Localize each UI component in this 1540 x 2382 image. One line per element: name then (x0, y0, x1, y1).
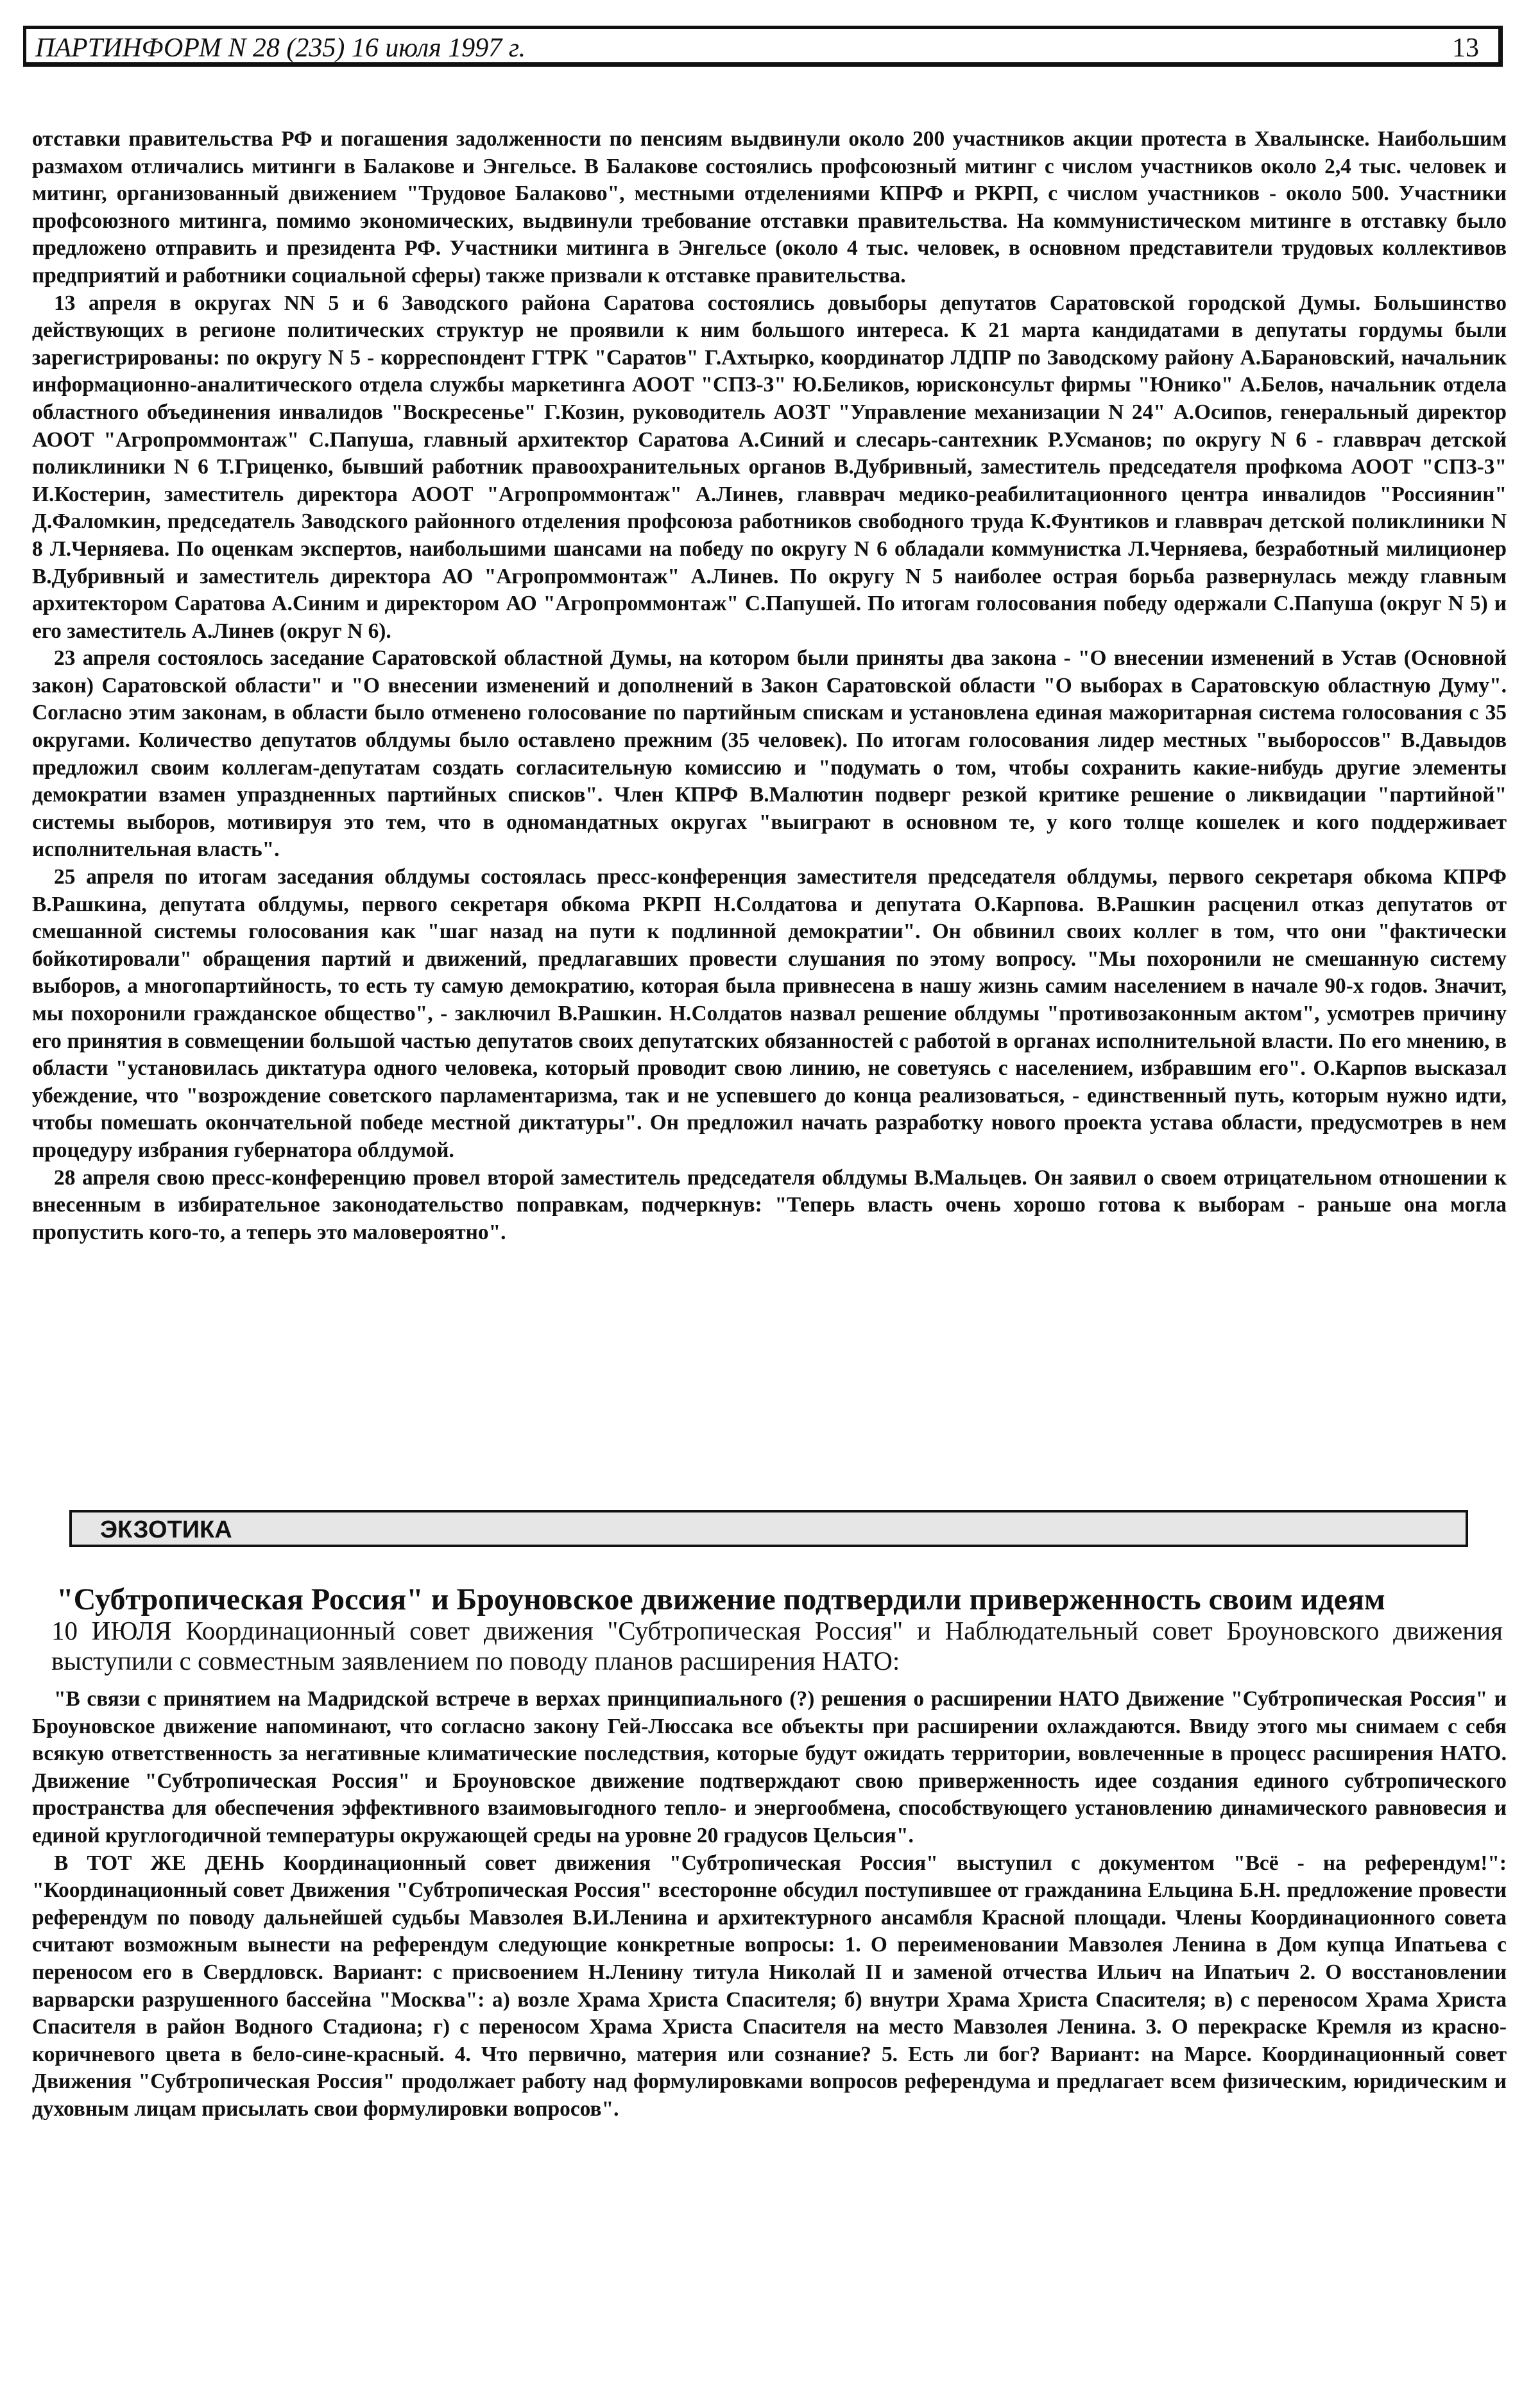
regional-paragraph: 23 апреля состоялось заседание Саратовской областной Думы, на котором были приняты два закона - "О внесении изменений в Устав (Основной закон) Саратовской области" и "О внесении изменений и дополнений в Закон Саратовской области "О выборах в Саратовскую областную Думу". Согласно этим законам, в области было отменено голосование по партийным спискам и установлена единая мажоритарная система голосования с 35 округами. Количество депутатов облдумы было оставлено прежним (35 человек). По итогам голосования лидер местных "выбороссов" В.Давыдов предложил своим коллегам-депутатам создать согласительную комиссию и "подумать о том, чтобы сохранить какие-нибудь другие элементы демократии взамен упраздненных партийных списков". Член КПРФ В.Малютин подверг резкой критике решение о ликвидации "партийной" системы выборов, мотивируя это тем, что в одномандатных округах "выиграют в основном те, у кого толще кошелек и кого поддерживает исполнительная власть". (32, 646, 1507, 862)
page-header (23, 26, 1503, 67)
regional-paragraph: 13 апреля в округах NN 5 и 6 Заводского района Саратова состоялись довыборы депутатов Саратовской городской Думы. Большинство действующих в регионе политических структур не проявили к ним большого интереса. К 21 марта кандидатами в депутаты гордумы были зарегистрированы: по округу N 5 - корреспондент ГТРК "Саратов" Г.Ахтырко, координатор ЛДПР по Заводскому району А.Барановский, начальник информационно-аналитического отдела службы маркетинга АООТ "СПЗ-3" Ю.Беликов, юрисконсульт фирмы "Юнико" А.Белов, начальник отдела областного объединения инвалидов "Воскресенье" Г.Козин, руководитель АОЗТ "Управление механизации N 24" А.Осипов, генеральный директор АООТ "Агропроммонтаж" С.Папуша, главный архитектор Саратова А.Синий и слесарь-сантехник Р.Усманов; по округу N 6 - главврач детской поликлиники N 6 Т.Гриценко, бывший работник правоохранительных органов В.Дубривный, заместитель председателя профкома АООТ "СПЗ-3" И.Костерин, заместитель директора АООТ "Агропроммонтаж" А.Линев, главврач медико-реабилитационного центра инвалидов "Россиянин" Д.Фаломкин, председатель Заводского районного отделения профсоюза работников свободного труда К.Фунтиков и главврач детской поликлиники N 8 Л.Черняева. По оценкам экспертов, наибольшими шансами на победу по округу N 6 обладали коммунистка Л.Черняева, безработный милиционер В.Дубривный и заместитель директора АО "Агропроммонтаж" А.Линев. По округу N 5 наиболее острая борьба развернулась между главным архитектором Саратова А.Синим и директором АО "Агропроммонтаж" С.Папушей. По итогам голосования победу одержали С.Папуша (округ N 5) и его заместитель А.Линев (округ N 6). (32, 291, 1507, 643)
publication-title: ПАРТИНФОРМ N 28 (235) 16 июля 1997 г. (35, 33, 526, 63)
regional-paragraph: 28 апреля свою пресс-конференцию провел второй заместитель председателя облдумы В.Мальцев. Он заявил о своем отрицательном отношении к внесенным в избирательное законодательство поправкам, подчеркнув: "Теперь власть очень хорошо готова к выборам - раньше она могла пропустить кого-то, а теперь это маловероятно". (32, 1165, 1507, 1244)
article-paragraph: В ТОТ ЖЕ ДЕНЬ Координационный совет движения "Субтропическая Россия" выступил с документом "Всё - на референдум!": "Координационный совет Движения "Субтропическая Россия" всесторонне обсудил поступившее от гражданина Ельцина Б.Н. предложение провести референдум по поводу дальнейшей судьбы Мавзолея В.И.Ленина и архитектурного ансамбля Красной площади. Члены Координационного совета считают возможным вынести на референдум следующие конкретные вопросы: 1. О переименовании Мавзолея Ленина в Дом купца Ипатьева с переносом его в Свердловск. Вариант: с присвоением Н.Ленину титула Николай II и заменой отчества Ильич на Ипатьич 2. О восстановлении варварски разрушенного бассейна "Москва": а) возле Храма Христа Спасителя; б) внутри Храма Христа Спасителя; в) с переносом Храма Христа Спасителя в район Водного Стадиона; г) с переносом Храма Христа Спасителя на место Мавзолея Ленина. 3. О перекраске Кремля из красно-коричневого цвета в бело-сине-красный. 4. Что первично, материя или сознание? 5. Есть ли бог? Вариант: на Марсе. Координационный совет Движения "Субтропическая Россия" продолжает работу над формулировками вопросов референдума и предлагает всем физическим, юридическим и духовным лицам присылать свои формулировки вопросов". (32, 1851, 1507, 2121)
article-paragraph: "В связи с принятием на Мадридской встрече в верхах принципиального (?) решения о расширении НАТО Движение "Субтропическая Россия" и Броуновское движение напоминают, что согласно закону Гей-Люссака все объекты при расширении охлаждаются. Ввиду этого мы снимаем с себя всякую ответственность за негативные климатические последствия, которые будут ожидать территории, вовлеченные в процесс расширения НАТО. Движение "Субтропическая Россия" и Броуновское движение подтверждают свою приверженность идее создания единого субтропического пространства для обеспечения эффективного взаимовыгодного тепло- и энергообмена, способствующего установлению динамического равновесия и единой круглогодичной температуры окружающей среды на уровне 20 градусов Цельсия". (32, 1687, 1507, 1847)
article-lead: 10 ИЮЛЯ Координационный совет движения "Субтропическая Россия" и Наблюдательный совет Броуновского движения выступили с совместным заявлением по поводу планов расширения НАТО: (51, 1616, 1503, 1675)
regional-paragraph: отставки правительства РФ и погашения задолженности по пенсиям выдвинули около 200 участников акции протеста в Хвалынске. Наибольшим размахом отличались митинги в Балакове и Энгельсе. В Балакове состоялись профсоюзный митинг с числом участников около 2,4 тыс. человек и митинг, организованный движением "Трудовое Балаково", местными отделениями КПРФ и РКРП, с числом участников - около 500. Участники профсоюзного митинга, помимо экономических, выдвинули требование отставки правительства. На коммунистическом митинге в отставку было предложено отправить и президента РФ. Участники митинга в Энгельсе (около 4 тыс. человек, в основном представители трудовых коллективов предприятий и работники социальной сферы) также призвали к отставке правительства. (32, 127, 1507, 287)
page-number: 13 (1452, 33, 1479, 63)
section-label: ЭКЗОТИКА (100, 1516, 232, 1543)
article-title: "Субтропическая Россия" и Броуновское движение подтвердили приверженность своим идеям (56, 1582, 1385, 1616)
regional-paragraph: 25 апреля по итогам заседания облдумы состоялась пресс-конференция заместителя председателя облдумы, первого секретаря обкома КПРФ В.Рашкина, депутата облдумы, первого секретаря обкома РКРП Н.Солдатова и депутата О.Карпова. В.Рашкин расценил отказ депутатов от смешанной системы голосования как "шаг назад на пути к подлинной демократии". Он обвинил своих коллег в том, что они "фактически бойкотировали" обращения партий и движений, предлагавших провести слушания по этому вопросу. "Мы похоронили не смешанную систему выборов, а многопартийность, то есть ту самую демократию, которая была привнесена в нашу жизнь самим населением в начале 90-х годов. Значит, мы похоронили гражданское общество", - заключил В.Рашкин. Н.Солдатов назвал решение облдумы "противозаконным актом", усмотрев причину его принятия в совмещении большой частью депутатов своих депутатских обязанностей с работой в органах исполнительной власти. По его мнению, в области "установилась диктатура одного человека, который проводит свою линию, не советуясь с населением, избравшим его". О.Карпов высказал убеждение, что "возрождение советского парламентаризма, так и не успевшего до конца реализоваться, - единственный путь, которым нужно идти, чтобы помешать окончательной победе местной диктатуры". Он предложил начать разработку нового проекта устава области, предусмотрев в нем процедуру избрания губернатора облдумой. (32, 865, 1507, 1162)
regional-news (32, 126, 1507, 1246)
section-header (69, 1510, 1468, 1547)
article-body (32, 1686, 1507, 2123)
